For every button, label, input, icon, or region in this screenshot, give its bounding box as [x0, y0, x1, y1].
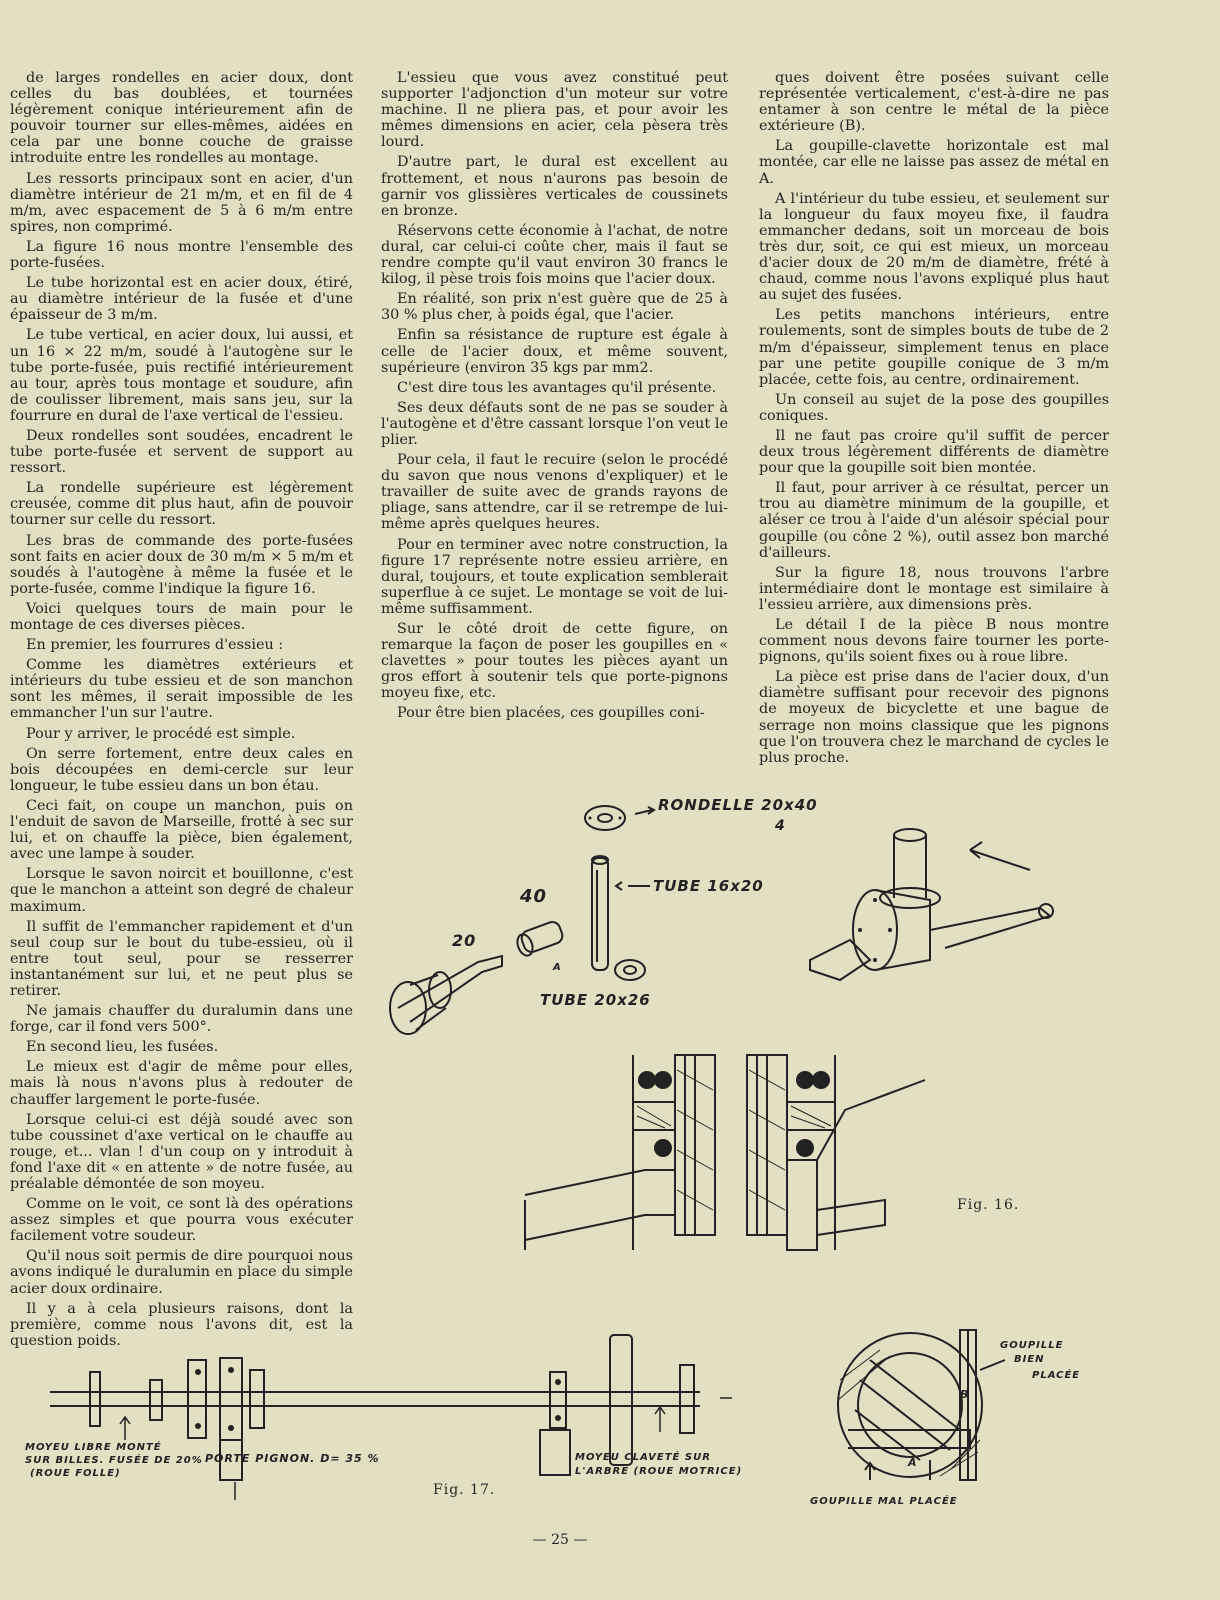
label-moyeu-libre-3: (ROUE FOLLE): [30, 1468, 121, 1479]
paragraph: Voici quelques tours de main pour le montage de ces diverses pièces.: [10, 600, 353, 633]
paragraph: La rondelle supérieure est légèrement creusée, comme dit plus haut, afin de pouvoir tourner sur celle du ressort.: [10, 480, 353, 529]
paragraph: En premier, les fourrures d'essieu :: [26, 637, 284, 654]
paragraph: Deux rondelles sont soudées, encadrent le tube porte-fusée et servent de support au ressort.: [10, 427, 353, 477]
figure-17-rear-axle: [20, 1320, 743, 1520]
label-20: 20: [452, 931, 477, 950]
paragraph: Réservons cette économie à l'achat, de notre dural, car celui-ci coûte cher, mais il faut se rendre compte qu'il vaut environ 30 francs le kilog, il pèse trois fois moins que l'acier doux.: [381, 222, 728, 288]
paragraph: Pour être bien placées, ces goupilles coni-: [397, 705, 705, 722]
label-tube-20x26: TUBE 20x26: [540, 991, 651, 1009]
paragraph: Le tube vertical, en acier doux, lui aussi, et un 16 × 22 m/m, soudé à l'autogène sur le tube porte-fusée, puis rectifié intérieurement au tour, après tous montage et soudure, afin de coulisser librement, mais sans jeu, sur la fourrure en dural de l'axe vertical de l'essieu.: [10, 327, 353, 424]
label-goupille-bien-3: PLACÉE: [1032, 1370, 1081, 1381]
paragraph: Ses deux défauts sont de ne pas se souder à l'autogène et d'être cassant lorsque l'on veut le plier.: [381, 399, 728, 448]
paragraph: D'autre part, le dural est excellent au frottement, et nous n'aurons pas besoin de garnir vos glissières verticales de coussinets en bronze.: [381, 154, 728, 219]
paragraph: Sur le côté droit de cette figure, on remarque la façon de poser les goupilles en « clavettes » pour toutes les pièces ayant un gros effort à soutenir tels que porte-pignons moyeu fixe, etc.: [381, 621, 728, 702]
paragraph: Il ne faut pas croire qu'il suffit de percer deux trous légèrement différents de diamètre pour que la goupille soit bien montée.: [759, 427, 1109, 477]
label-40: 40: [520, 886, 548, 907]
paragraph: Ceci fait, on coupe un manchon, puis on l'enduit de savon de Marseille, frotté à sec sur lui, et on chauffe la pièce, bien également, avec une lampe à souder.: [10, 797, 353, 863]
paragraph: ques doivent être posées suivant celle représentée verticalement, c'est-à-dire ne pas entamer à son centre le métal de la pièce extérieure (B).: [759, 70, 1109, 135]
paragraph: A l'intérieur du tube essieu, et seulement sur la longueur du faux moyeu fixe, il faudra emmancher dedans, soit un morceau de bois très dur, soit, ce qui est mieux, un morceau d'acier doux de 20 m/m de diamètre, frété à chaud, comme nous l'avons expliqué plus haut au sujet des fusées.: [759, 190, 1109, 304]
label-moyeu-libre-2: SUR BILLES. FUSÉE DE 20%: [25, 1455, 203, 1466]
paragraph: En réalité, son prix n'est guère que de 25 à 30 % plus cher, à poids égal, que l'acier.: [381, 291, 728, 324]
paragraph: On serre fortement, entre deux cales en bois découpées en demi-cercle sur leur longueur, le tube essieu dans un bon étau.: [10, 745, 353, 794]
figure-17-caption: Fig. 17.: [433, 1482, 496, 1498]
label-goupille-mal: GOUPILLE MAL PLACÉE: [810, 1496, 958, 1507]
text-column-3: [759, 70, 1109, 770]
paragraph: Pour en terminer avec notre construction, la figure 17 représente notre essieu arrière, en dural, toujours, et toute explication semblerait superflue à ce sujet. Le montage se voit de lui-même suffisamment.: [381, 536, 728, 617]
paragraph: L'essieu que vous avez constitué peut supporter l'adjonction d'un moteur sur votre machine. Il ne pliera pas, et pour avoir les mêmes dimensions en acier, cela pèsera très lourd.: [381, 70, 728, 151]
paragraph: de larges rondelles en acier doux, dont celles du bas doublées, et tournées légèrement conique intérieurement afin de pouvoir tourner sur elles-mêmes, aidées en cela par une bonne couche de graisse introduite entre les rondelles au montage.: [10, 70, 353, 167]
label-a-fig16: A: [553, 962, 562, 973]
label-tube-16x20: TUBE 16x20: [653, 877, 764, 895]
label-goupille-bien-2: BIEN: [1014, 1354, 1045, 1365]
paragraph: Lorsque celui-ci est déjà soudé avec son tube coussinet d'axe vertical on le chauffe au rouge, et... vlan ! d'un coup on y introduit à fond l'axe dit « en attente » de notre fusée, au préalable démontée de son moyeu.: [10, 1111, 353, 1192]
paragraph: Enfin sa résistance de rupture est égale à celle de l'acier doux, et même souvent, supérieure (environ 35 kgs par mm2.: [381, 327, 728, 376]
paragraph: En second lieu, les fusées.: [26, 1039, 219, 1056]
label-goupille-bien: GOUPILLE: [1000, 1340, 1064, 1351]
paragraph: Les petits manchons intérieurs, entre roulements, sont de simples bouts de tube de 2 m/m d'épaisseur, simplement tenus en place par une petite goupille conique de 3 m/m placée, cette fois, au centre, ordinairement.: [759, 307, 1109, 388]
paragraph: Pour y arriver, le procédé est simple.: [26, 725, 296, 742]
paragraph: Le tube horizontal est en acier doux, étiré, au diamètre intérieur de la fusée et d'une épaisseur de 3 m/m.: [10, 275, 353, 324]
label-moyeu-clavete: MOYEU CLAVETÉ SUR: [575, 1452, 711, 1463]
text-column-1: [10, 70, 353, 1353]
paragraph: Le mieux est d'agir de même pour elles, mais là nous n'avons plus à redouter de chauffer largement le porte-fusée.: [10, 1059, 353, 1108]
paragraph: Le détail I de la pièce B nous montre comment nous devons faire tourner les porte-pignons, qu'ils soient fixes ou à roue libre.: [759, 617, 1109, 666]
figure-16-caption: Fig. 16.: [957, 1197, 1020, 1213]
paragraph: Sur la figure 18, nous trouvons l'arbre intermédiaire dont le montage est similaire à l'essieu arrière, aux dimensions près.: [759, 564, 1109, 613]
figure-16-exploded-parts: [370, 790, 1110, 1030]
paragraph: C'est dire tous les avantages qu'il présente.: [397, 379, 717, 396]
paragraph: Il faut, pour arriver à ce résultat, percer un trou au diamètre minimum de la goupille, et aléser ce trou à l'aide d'un alésoir spécial pour goupille (ou cône 2 %), outil assez bon marché d'ailleurs.: [759, 480, 1109, 561]
figure-16-section-view: [525, 1050, 925, 1270]
label-rondelle: RONDELLE 20x40: [658, 796, 818, 814]
label-a: A: [908, 1456, 918, 1469]
paragraph: Il y a à cela plusieurs raisons, dont la première, comme nous l'avons dit, est la question poids.: [10, 1300, 353, 1349]
label-rondelle-sub: 4: [775, 818, 786, 834]
paragraph: Qu'il nous soit permis de dire pourquoi nous avons indiqué le duralumin en place du simple acier doux ordinaire.: [10, 1248, 353, 1297]
paragraph: Pour cela, il faut le recuire (selon le procédé du savon que nous venons d'expliquer) et le travailler de suite avec de grands rayons de pliage, sans attendre, car il se retrempe de lui-même après quelques heures.: [381, 452, 728, 533]
figure-17-goupilles-detail: [800, 1320, 1130, 1510]
paragraph: Les ressorts principaux sont en acier, d'un diamètre intérieur de 21 m/m, et en fil de 4 m/m, avec espacement de 5 à 6 m/m entre spires, non comprimé.: [10, 170, 353, 235]
paragraph: Comme les diamètres extérieurs et intérieurs du tube essieu et de son manchon sont les mêmes, il serait impossible de les emmancher l'un sur l'autre.: [10, 657, 353, 722]
paragraph: Les bras de commande des porte-fusées sont faits en acier doux de 30 m/m × 5 m/m et soudés à l'autogène à même la fusée et le porte-fusée, comme l'indique la figure 16.: [10, 532, 353, 597]
paragraph: Comme on le voit, ce sont là des opérations assez simples et que pourra vous exécuter facilement votre soudeur.: [10, 1196, 353, 1245]
paragraph: La goupille-clavette horizontale est mal montée, car elle ne laisse pas assez de métal en A.: [759, 138, 1110, 187]
label-moyeu-libre: MOYEU LIBRE MONTÉ: [25, 1442, 162, 1453]
label-moyeu-clavete-2: L'ARBRE (ROUE MOTRICE): [575, 1466, 743, 1477]
label-b: B: [960, 1388, 970, 1401]
text-column-2: [381, 70, 728, 726]
label-porte-pignon: PORTE PIGNON. D= 35 %: [205, 1452, 380, 1465]
paragraph: Un conseil au sujet de la pose des goupilles coniques.: [759, 391, 1109, 424]
paragraph: Lorsque le savon noircit et bouillonne, c'est que le manchon a atteint son degré de chaleur maximum.: [10, 866, 353, 915]
paragraph: La pièce est prise dans de l'acier doux, d'un diamètre suffisant pour recevoir des pignons de moyeux de bicyclette et une bague de serrage non moins classique que les pignons que l'on trouvera chez le marchand de cycles le plus proche.: [759, 669, 1109, 766]
paragraph: Il suffit de l'emmancher rapidement et d'un seul coup sur le bout du tube-essieu, où il entre tout seul, pour se resserrer instantanément sur lui, et ne peut plus se retirer.: [10, 918, 353, 999]
paragraph: La figure 16 nous montre l'ensemble des porte-fusées.: [10, 238, 353, 272]
page-number: — 25 —: [532, 1532, 588, 1548]
paragraph: Ne jamais chauffer du duralumin dans une forge, car il fond vers 500°.: [10, 1003, 353, 1036]
